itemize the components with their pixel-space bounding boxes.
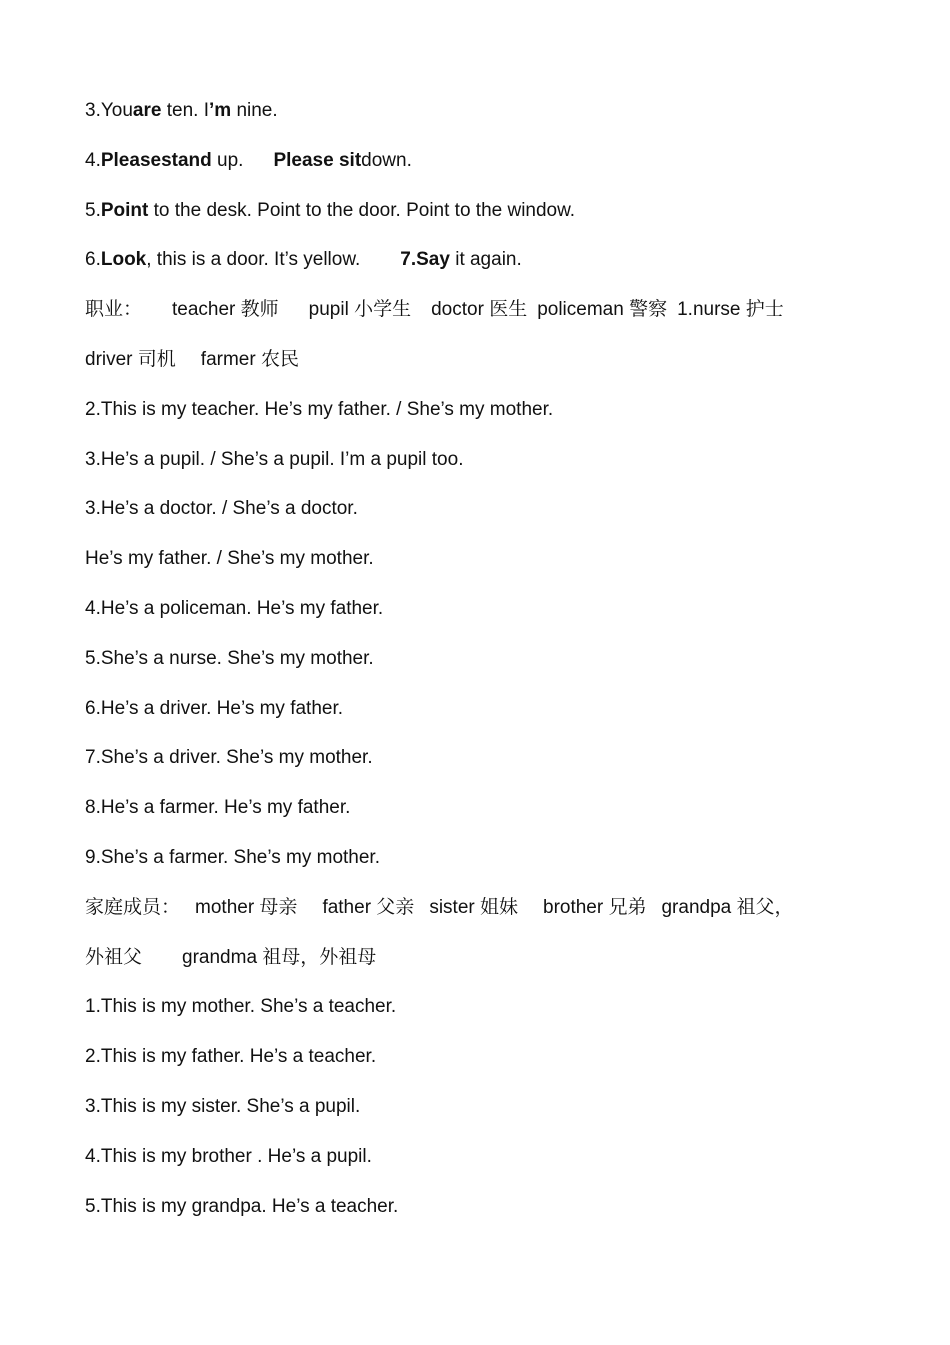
text-line (85, 1042, 885, 1092)
text-segment: 家庭成员： (85, 896, 181, 918)
text-segment: 1.This is my mother. She’s a teacher. (85, 996, 397, 1018)
text-segment: father 父亲 (322, 896, 415, 918)
text-line (85, 694, 885, 744)
text-segment: 6. (85, 249, 101, 271)
text-line (85, 295, 885, 345)
text-segment: 7.She’s a driver. She’s my mother. (85, 747, 373, 769)
text-segment: 外祖父 (85, 946, 143, 968)
text-segment: 4.He’s a policeman. He’s my father. (85, 597, 384, 619)
text-segment: 6.He’s a driver. He’s my father. (85, 697, 344, 719)
text-line (85, 594, 885, 644)
text-line (85, 743, 885, 793)
text-segment: 4. (85, 149, 101, 171)
text-segment: grandma 祖母，外祖母 (182, 946, 377, 968)
bold-text-segment: Point (100, 199, 149, 221)
text-segment: 4.This is my brother . He’s a pupil. (85, 1145, 372, 1167)
text-segment: 5.This is my grandpa. He’s a teacher. (85, 1195, 399, 1217)
text-line (85, 893, 885, 943)
text-line (85, 395, 885, 445)
text-line (85, 196, 885, 246)
bold-text-segment: Please sit (273, 149, 362, 171)
text-segment: to the desk. Point to the door. Point to the window. (148, 199, 576, 221)
text-segment: , this is a door. It’s yellow. (146, 249, 361, 271)
text-line (85, 992, 885, 1042)
text-segment: 3.This is my sister. She’s a pupil. (85, 1095, 361, 1117)
bold-text-segment: ’m (208, 100, 232, 121)
text-segment: 9.She’s a farmer. She’s my mother. (85, 846, 380, 868)
text-segment: down. (361, 149, 412, 171)
text-segment: 2.This is my father. He’s a teacher. (85, 1046, 377, 1068)
text-line (85, 146, 885, 196)
text-line (85, 644, 885, 694)
text-segment: nine. (231, 100, 278, 121)
text-line (85, 1142, 885, 1192)
text-lines (85, 96, 885, 1241)
bold-text-segment: 7.Say (400, 249, 450, 271)
text-segment: driver 司机 (85, 348, 176, 370)
bold-text-segment: Look (100, 249, 147, 271)
text-segment: mother 母亲 (195, 896, 298, 918)
text-line (85, 943, 885, 993)
text-line (85, 843, 885, 893)
text-segment: 职业： (85, 299, 143, 321)
text-segment: 5. (85, 199, 101, 221)
text-segment: 1.nurse 护士 (677, 299, 784, 321)
text-segment: grandpa 祖父， (661, 896, 794, 918)
text-segment: 3.He’s a doctor. / She’s a doctor. (85, 498, 358, 520)
bold-text-segment: Pleasestand (100, 149, 212, 171)
text-segment: doctor 医生 (431, 299, 528, 321)
text-segment: pupil 小学生 (308, 299, 412, 321)
text-segment: farmer 农民 (200, 348, 299, 370)
bold-text-segment: are (132, 100, 162, 121)
text-segment: policeman 警察 (537, 299, 668, 321)
text-segment: 3.He’s a pupil. / She’s a pupil. I’m a pupil too. (85, 448, 464, 470)
text-segment: it again. (449, 249, 522, 271)
text-segment: sister 姐妹 (429, 896, 518, 918)
text-segment: 3.You (85, 100, 133, 121)
text-line (85, 96, 885, 146)
text-segment: brother 兄弟 (543, 896, 647, 918)
text-line (85, 1192, 885, 1242)
text-segment: teacher 教师 (172, 299, 279, 321)
text-line (85, 445, 885, 495)
text-line (85, 544, 885, 594)
text-line (85, 1092, 885, 1142)
text-line (85, 494, 885, 544)
text-line (85, 245, 885, 295)
text-segment: 2.This is my teacher. He’s my father. / She’s my mother. (85, 398, 554, 420)
text-segment: He’s my father. / She’s my mother. (85, 548, 374, 570)
text-segment: 8.He’s a farmer. He’s my father. (85, 797, 351, 819)
text-segment: up. (211, 149, 244, 171)
text-segment: 5.She’s a nurse. She’s my mother. (85, 647, 374, 669)
text-segment: ten. I (161, 100, 209, 121)
text-line (85, 345, 885, 395)
text-line (85, 793, 885, 843)
